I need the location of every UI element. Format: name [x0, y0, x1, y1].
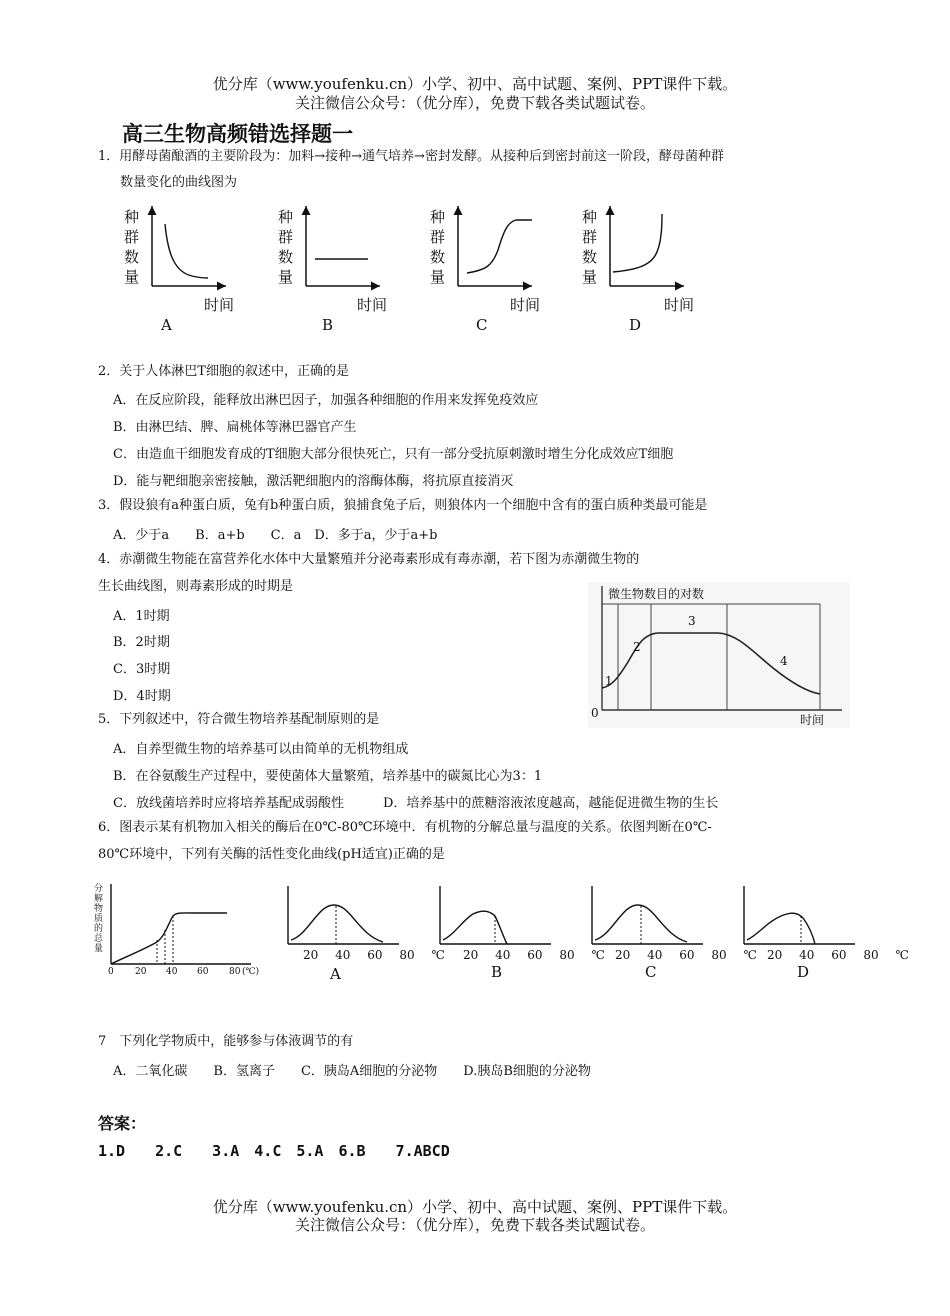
q7-options[interactable]: A．二氧化碳 B．氢离子 C．胰岛A细胞的分泌物 D.胰岛B细胞的分泌物: [113, 1064, 591, 1079]
q6-chart-a: [285, 886, 405, 952]
q1-xlabel-b: 时间: [357, 296, 388, 314]
header-line-1: 优分库（www.youfenku.cn）小学、初中、高中试题、案例、PPT课件下载。: [212, 75, 738, 93]
q6-option-b[interactable]: B: [491, 963, 503, 981]
q6-b-unit: ℃: [591, 948, 605, 962]
q4-text: 4．赤潮微生物能在富营养化水体中大量繁殖并分泌毒素形成有毒赤潮，若下图为赤潮微生物的: [98, 552, 640, 567]
q6-text-cont: 80℃环境中，下列有关酶的活性变化曲线(pH适宜)正确的是: [98, 847, 445, 862]
q6-ticks-a: [303, 948, 445, 962]
q4-text-cont: 生长曲线图，则毒素形成的时期是: [98, 579, 294, 594]
q6-d-tick-80: 80: [863, 948, 879, 962]
q6-d-tick-20: 20: [767, 948, 783, 962]
q6-a-tick-40: 40: [335, 948, 351, 962]
q1-xlabel-c: 时间: [510, 296, 541, 314]
q1-option-d[interactable]: D: [629, 316, 642, 334]
q2-option-c[interactable]: C．由造血干细胞发育成的T细胞大部分很快死亡，只有一部分受抗原刺激时增生分化成效应T细胞: [113, 447, 674, 462]
q2-option-d[interactable]: D．能与靶细胞亲密接触，激活靶细胞内的溶酶体酶，将抗原直接消灭: [113, 474, 514, 489]
q4-chart-origin: 0: [591, 706, 599, 720]
q1-graph-a: [152, 206, 226, 286]
header-line-2: 关注微信公众号：（优分库），免费下载各类试题试卷。: [294, 94, 655, 112]
footer-line-1: 优分库（www.youfenku.cn）小学、初中、高中试题、案例、PPT课件下载。: [212, 1198, 738, 1216]
q4-chart-phase-3: 3: [688, 614, 696, 628]
q1-ylabel-c: 种群数量: [430, 208, 446, 286]
q1-text-cont: 数量变化的曲线图为: [120, 175, 238, 190]
q4-option-a[interactable]: A．1时期: [113, 609, 170, 624]
q2-option-b[interactable]: B．由淋巴结、脾、扁桃体等淋巴器官产生: [113, 420, 357, 435]
q6-c-tick-60: 60: [679, 948, 695, 962]
q1-option-b[interactable]: B: [322, 316, 334, 334]
q6-main-tick-40: 40: [166, 967, 178, 977]
q3-text: 3．假设狼有a种蛋白质，兔有b种蛋白质，狼捕食兔子后，则狼体内一个细胞中含有的蛋白质种类最可能是: [98, 498, 708, 513]
q5-option-b[interactable]: B．在谷氨酸生产过程中，要使菌体大量繁殖，培养基中的碳氮比心为3：1: [113, 769, 543, 784]
q4-growth-chart: [588, 582, 850, 732]
q6-ticks-c: [615, 948, 757, 962]
q1-xlabel-a: 时间: [204, 296, 235, 314]
q6-b-tick-60: 60: [527, 948, 543, 962]
q6-c-tick-40: 40: [647, 948, 663, 962]
q6-main-unit: (℃): [242, 967, 260, 977]
q1-option-c[interactable]: C: [476, 316, 488, 334]
q6-ticks-b: [463, 948, 605, 962]
q4-option-d[interactable]: D．4时期: [113, 689, 171, 704]
answers-line: 1.D 2.C 3.A 4.C 5.A 6.B 7.ABCD: [98, 1142, 450, 1160]
q3-options[interactable]: A．少于a B．a+b C．a D．多于a，少于a+b: [113, 528, 438, 543]
q6-c-tick-80: 80: [711, 948, 727, 962]
q6-ticks-d: [767, 948, 909, 962]
q6-d-unit: ℃: [895, 948, 909, 962]
q6-option-a[interactable]: A: [330, 965, 341, 983]
q2-option-a[interactable]: A．在反应阶段，能释放出淋巴因子，加强各种细胞的作用来发挥免疫效应: [113, 393, 539, 408]
q4-chart-xlabel: 时间: [800, 713, 825, 727]
q1-ylabel-d: 种群数量: [582, 208, 598, 286]
footer-line-2: 关注微信公众号：（优分库），免费下载各类试题试卷。: [294, 1216, 655, 1234]
q6-option-c[interactable]: C: [645, 963, 657, 981]
q4-chart-phase-2: 2: [633, 640, 641, 654]
q4-chart-phase-4: 4: [780, 654, 788, 668]
q6-chart-d: [741, 886, 861, 952]
q5-option-a[interactable]: A．自养型微生物的培养基可以由简单的无机物组成: [113, 742, 409, 757]
q6-c-unit: ℃: [743, 948, 757, 962]
q7-text: 7 下列化学物质中，能够参与体液调节的有: [98, 1034, 354, 1049]
answers-heading: 答案：: [98, 1114, 147, 1133]
q1-ylabel-a: 种群数量: [124, 208, 140, 286]
q6-a-unit: ℃: [431, 948, 445, 962]
q6-text: 6．图表示某有机物加入相关的酶后在0℃-80℃环境中．有机物的分解总量与温度的关系。依图判断在0℃-: [98, 820, 712, 835]
q6-b-tick-20: 20: [463, 948, 479, 962]
q6-a-tick-60: 60: [367, 948, 383, 962]
q6-b-tick-40: 40: [495, 948, 511, 962]
q4-chart-ylabel: 微生物数目的对数: [608, 587, 705, 601]
q1-ylabel-b: 种群数量: [278, 208, 294, 286]
q1-xlabel-d: 时间: [664, 296, 695, 314]
q1-text: 1．用酵母菌酿酒的主要阶段为：加料→接种→通气培养→密封发酵。从接种后到密封前这一阶段，酵母菌种群: [98, 149, 724, 164]
q4-option-c[interactable]: C．3时期: [113, 662, 171, 677]
q6-main-tick-80: 80: [229, 967, 241, 977]
q6-d-tick-40: 40: [799, 948, 815, 962]
q5-option-cd[interactable]: C．放线菌培养时应将培养基配成弱酸性 D．培养基中的蔗糖溶液浓度越高，越能促进微生物的生长: [113, 796, 719, 811]
q6-main-tick-0: 0: [108, 967, 114, 977]
q1-option-a[interactable]: A: [161, 316, 172, 334]
q6-chart-b: [437, 886, 557, 952]
q1-graph-d: [610, 206, 684, 286]
q2-text: 2．关于人体淋巴T细胞的叙述中，正确的是: [98, 364, 349, 379]
q6-main-tick-20: 20: [135, 967, 147, 977]
q4-option-b[interactable]: B．2时期: [113, 635, 170, 650]
q4-chart-phase-1: 1: [605, 674, 613, 688]
q6-b-tick-80: 80: [559, 948, 575, 962]
q1-graph-c: [458, 206, 532, 286]
q5-text: 5．下列叙述中，符合微生物培养基配制原则的是: [98, 712, 380, 727]
q6-d-tick-60: 60: [831, 948, 847, 962]
q6-a-tick-20: 20: [303, 948, 319, 962]
page-title: 高三生物高频错选择题一: [122, 122, 353, 146]
q6-c-tick-20: 20: [615, 948, 631, 962]
q1-graph-b: [306, 206, 380, 286]
q6-main-ylabel: 分解物质的总量: [94, 884, 104, 954]
q6-main-tick-60: 60: [197, 967, 209, 977]
q6-option-d[interactable]: D: [797, 963, 810, 981]
q6-chart-c: [589, 886, 709, 952]
q6-a-tick-80: 80: [399, 948, 415, 962]
